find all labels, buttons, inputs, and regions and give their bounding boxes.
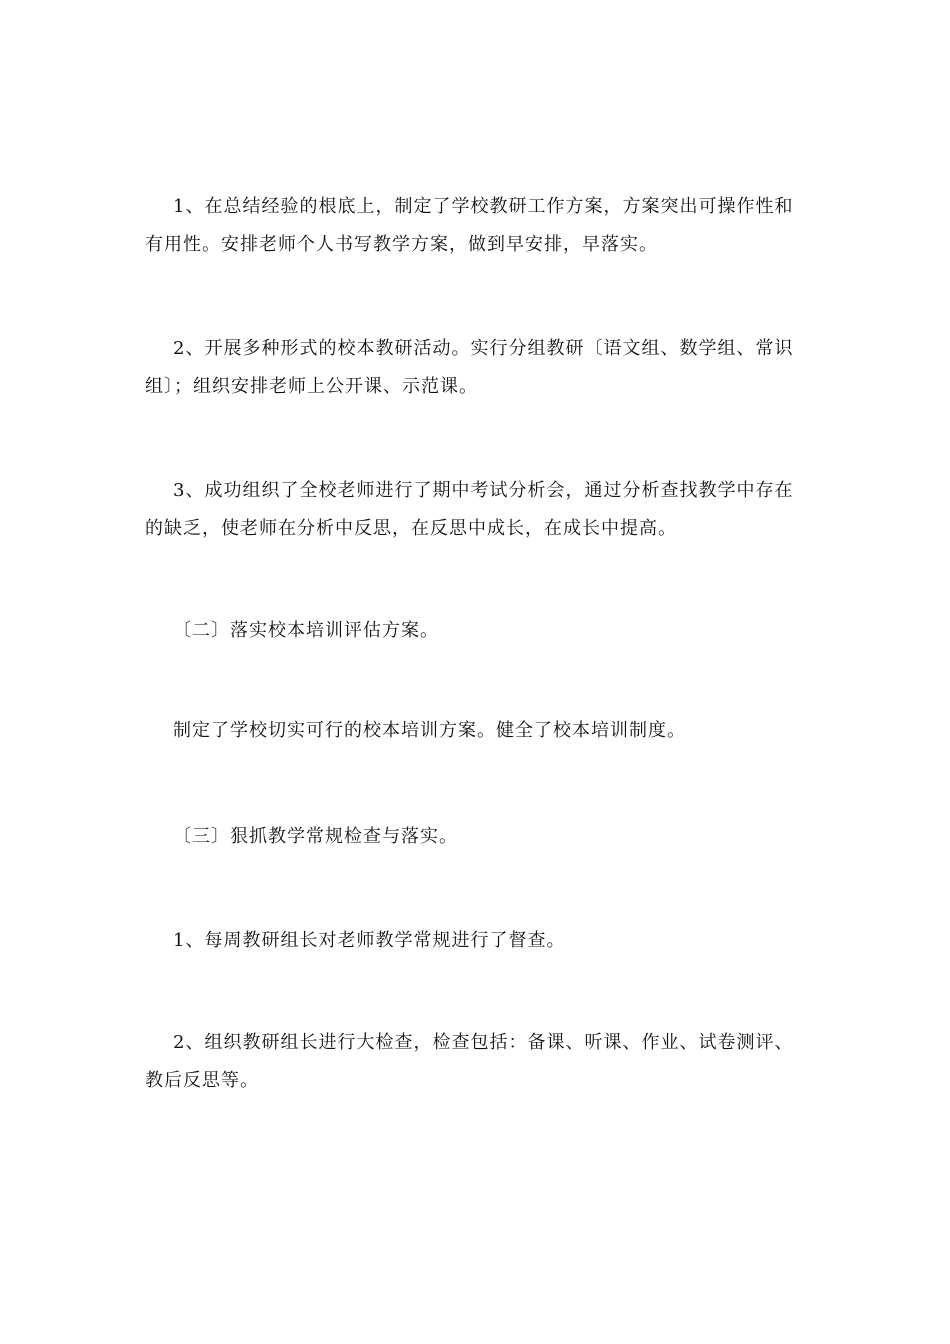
paragraph-item-2: 2、开展多种形式的校本教研活动。实行分组教研〔语文组、数学组、常识组〕；组织安排老师上公开课、示范课。 <box>145 338 794 397</box>
paragraph-major-inspection: 2、组织教研组长进行大检查，检查包括：备课、听课、作业、试卷测评、教后反思等。 <box>145 1032 794 1091</box>
paragraph-training-plan: 制定了学校切实可行的校本培训方案。健全了校本培训制度。 <box>173 720 686 741</box>
paragraph-weekly-check: 1、每周教研组长对老师教学常规进行了督查。 <box>173 930 566 951</box>
section-heading-2: 〔二〕落实校本培训评估方案。 <box>173 620 439 641</box>
section-heading-3: 〔三〕狠抓教学常规检查与落实。 <box>173 826 458 847</box>
paragraph-item-3: 3、成功组织了全校老师进行了期中考试分析会，通过分析查找教学中存在的缺乏，使老师在分析中反思，在反思中成长，在成长中提高。 <box>145 480 794 539</box>
paragraph-item-1: 1、在总结经验的根底上，制定了学校教研工作方案，方案突出可操作性和有用性。安排老师个人书写教学方案，做到早安排，早落实。 <box>145 196 794 255</box>
